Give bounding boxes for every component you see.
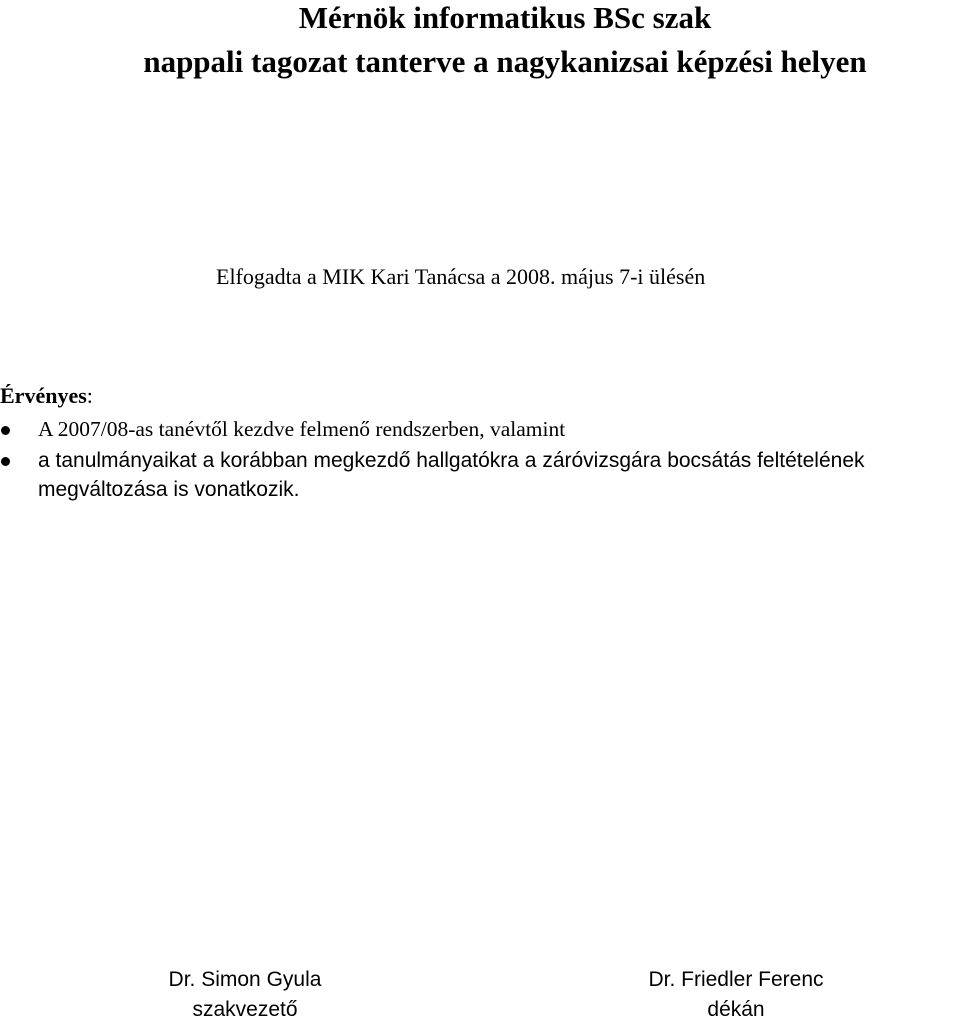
signatory-name: Dr. Friedler Ferenc bbox=[648, 968, 824, 991]
signature-block-left bbox=[140, 965, 350, 1025]
document-title-line-2: nappali tagozat tanterve a nagykanizsai képzési helyen bbox=[143, 44, 867, 79]
list-item bbox=[0, 446, 960, 504]
signature-block-right bbox=[620, 965, 852, 1025]
document-title-line-1: Mérnök informatikus BSc szak bbox=[298, 0, 712, 35]
signatory-role: dékán bbox=[707, 998, 765, 1021]
list-item bbox=[0, 415, 960, 444]
bullet-icon bbox=[1, 457, 10, 466]
bullet-text: a tanulmányaikat a korábban megkezdő hallgatókra a záróvizsgára bocsátás feltételének megváltozása is vonatkozik. bbox=[38, 449, 865, 501]
validity-label bbox=[0, 381, 93, 411]
validity-label-colon: : bbox=[86, 383, 93, 408]
validity-label-text: Érvényes bbox=[0, 383, 87, 408]
signatory-name: Dr. Simon Gyula bbox=[168, 968, 322, 991]
bullet-icon bbox=[1, 426, 10, 435]
bullet-text: A 2007/08-as tanévtől kezdve felmenő rendszerben, valamint bbox=[38, 417, 566, 441]
signatory-role: szakvezető bbox=[192, 998, 298, 1021]
approval-statement: Elfogadta a MIK Kari Tanácsa a 2008. május 7-i ülésén bbox=[216, 264, 706, 289]
validity-bullet-list bbox=[0, 415, 960, 506]
